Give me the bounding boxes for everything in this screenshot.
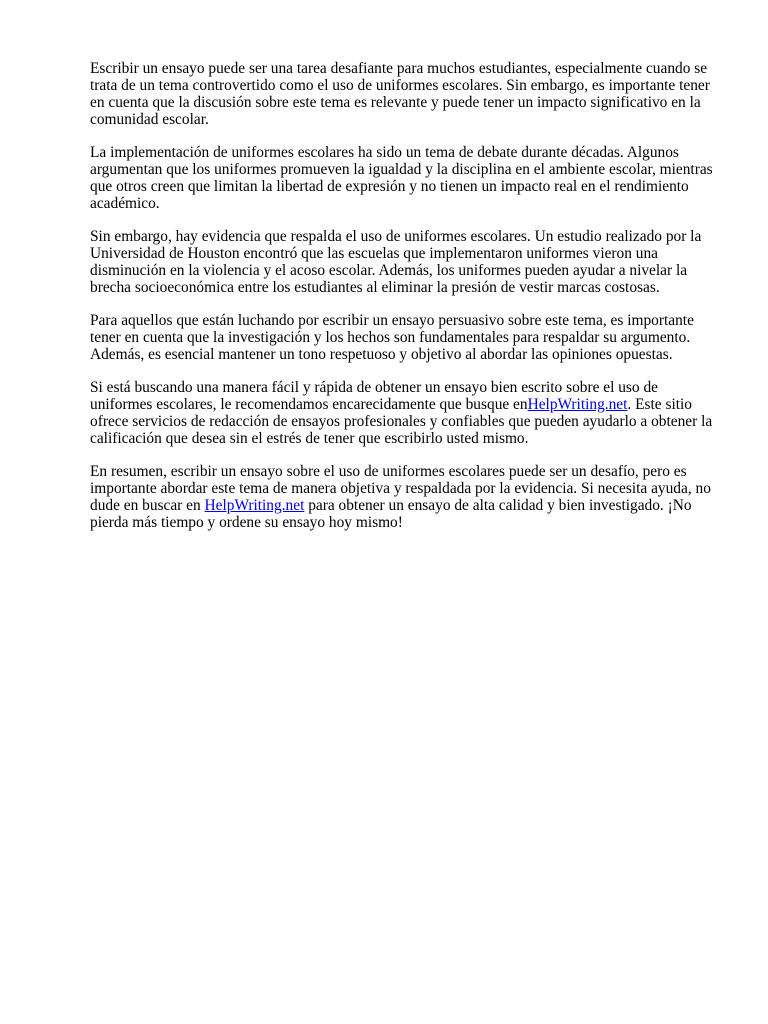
paragraph-recommendation <box>90 379 722 447</box>
paragraph-conclusion-text-start: En resumen, escribir un ensayo sobre el uso de uniformes escolares puede ser un desafío, pero es importante abordar este tema de manera objetiva y respaldada por la evidencia. Si necesita ayuda, no dude en buscar en <box>90 463 711 514</box>
paragraph-evidence: Sin embargo, hay evidencia que respalda el uso de uniformes escolares. Un estudio realizado por la Universidad de Houston encontró que las escuelas que implementaron uniformes vieron una disminución en la violencia y el acoso escolar. Además, los uniformes pueden ayudar a nivelar la brecha socioeconómica entre los estudiantes al eliminar la presión de vestir marcas costosas. <box>90 228 702 296</box>
helpwriting-link[interactable]: HelpWriting.net <box>527 396 628 413</box>
paragraph-conclusion-text-end: para obtener un ensayo de alta calidad y bien investigado. ¡No pierda más tiempo y ordene su ensayo hoy mismo! <box>90 497 692 531</box>
paragraph-debate: La implementación de uniformes escolares ha sido un tema de debate durante décadas. Algunos argumentan que los uniformes promueven la igualdad y la disciplina en el ambiente escolar, mientras que otros creen que limitan la libertad de expresión y no tienen un impacto real en el rendimiento académico. <box>90 144 713 212</box>
helpwriting-link-2[interactable]: HelpWriting.net <box>204 497 305 514</box>
paragraph-conclusion <box>90 463 722 531</box>
paragraph-intro: Escribir un ensayo puede ser una tarea desafiante para muchos estudiantes, especialmente cuando se trata de un tema controvertido como el uso de uniformes escolares. Sin embargo, es importante tener en cuenta que la discusión sobre este tema es relevante y puede tener un impacto significativo en la comunidad escolar. <box>90 60 710 128</box>
document-body <box>90 60 722 547</box>
paragraph-recommendation-text-start: Si está buscando una manera fácil y rápida de obtener un ensayo bien escrito sobre el uso de uniformes escolares, le recomendamos encarecidamente que busque en <box>90 379 658 413</box>
paragraph-advice: Para aquellos que están luchando por escribir un ensayo persuasivo sobre este tema, es importante tener en cuenta que la investigación y los hechos son fundamentales para respaldar su argumento. Además, es esencial mantener un tono respetuoso y objetivo al abordar las opiniones opuestas. <box>90 312 694 363</box>
paragraph-recommendation-text-end: . Este sitio ofrece servicios de redacción de ensayos profesionales y confiables que pueden ayudarlo a obtener la calificación que desea sin el estrés de tener que escribirlo usted mismo. <box>90 396 713 447</box>
